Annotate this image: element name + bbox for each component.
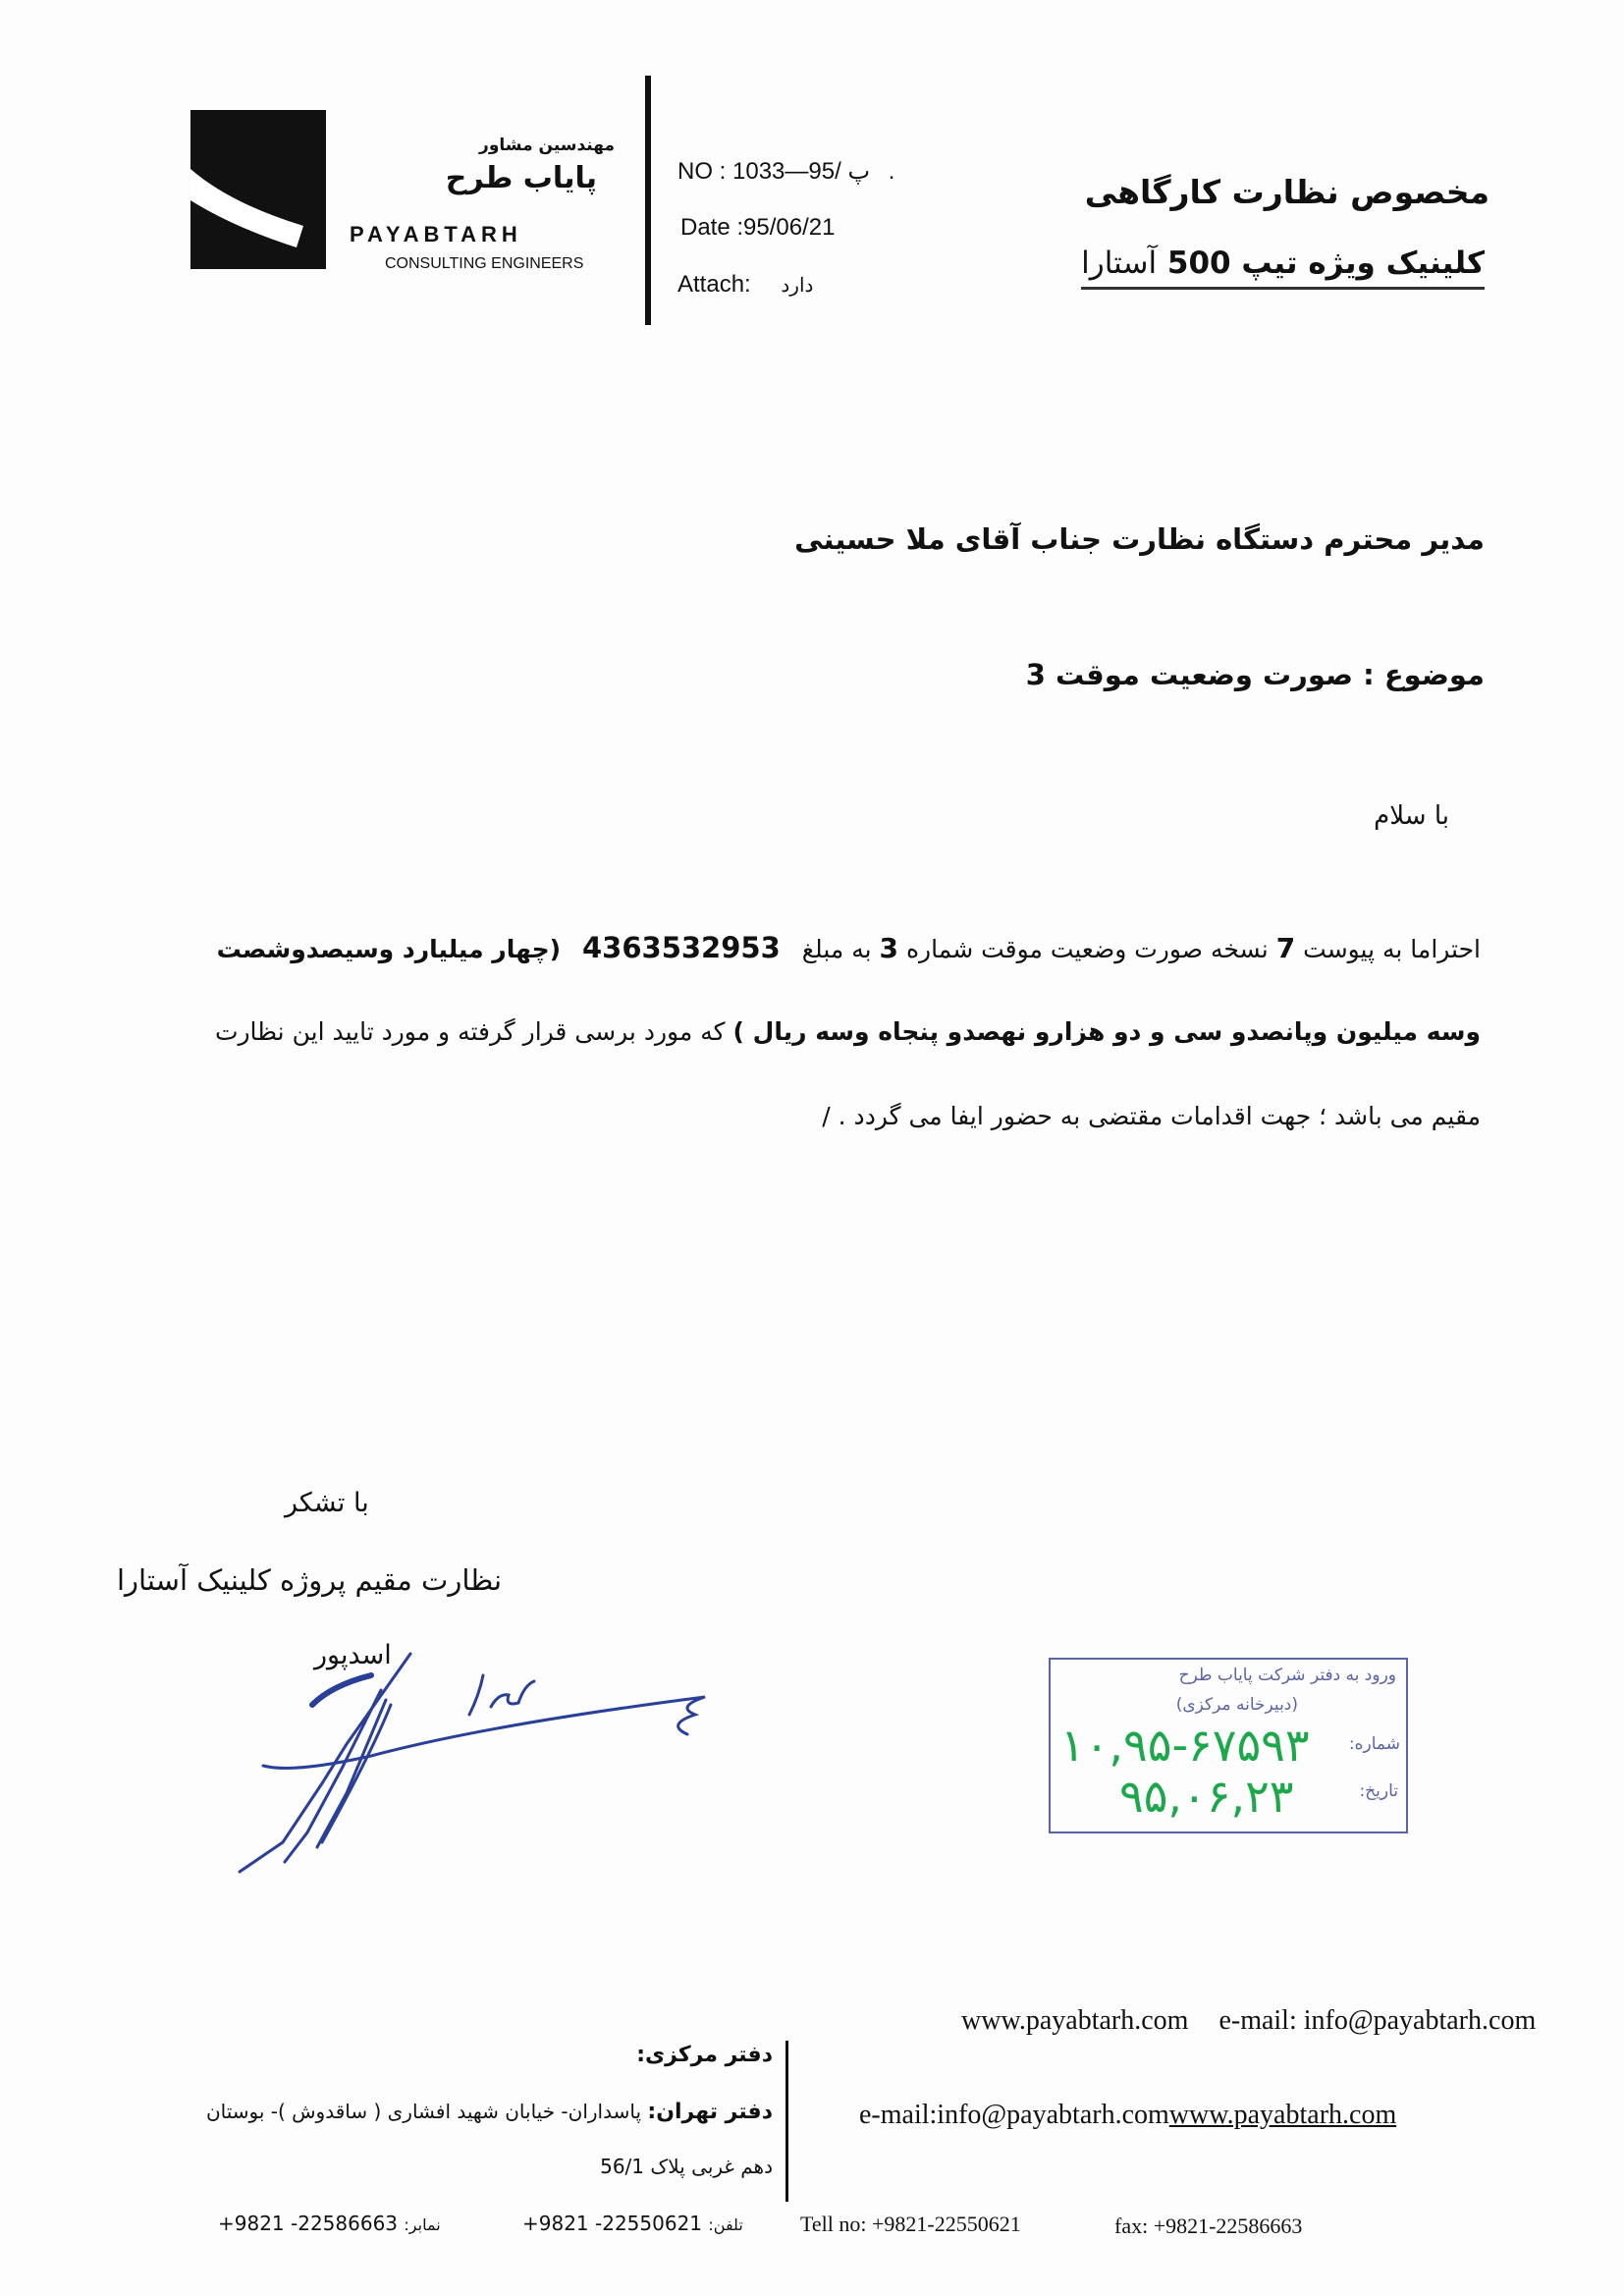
handwritten-signature <box>234 1646 744 1882</box>
footer-contact-top <box>961 2005 1536 2037</box>
header-divider <box>645 76 651 325</box>
body-line-1 <box>116 931 1481 964</box>
footer-website[interactable]: www.payabtarh.com <box>961 2005 1189 2036</box>
logo-en-subtitle: CONSULTING ENGINEERS <box>385 255 584 272</box>
letter-number-dot: . <box>888 158 895 185</box>
footer-contact-middle <box>859 2100 1396 2131</box>
letter-date <box>680 214 835 242</box>
office-address-text: پاسداران- خیابان شهید افشاری ( ساقدوش )- بوستان <box>205 2100 642 2123</box>
tel-number: +9821 -22550621 <box>522 2212 703 2235</box>
copies-count: 7 <box>1275 932 1296 964</box>
letter-attach <box>677 271 813 299</box>
fax-label: نمابر: <box>404 2215 441 2234</box>
body-text: احتراما به پیوست <box>1303 935 1481 963</box>
letter-attach-label: Attach: <box>677 271 751 298</box>
office-heading: دفتر مرکزی: <box>636 2043 773 2067</box>
closing: با تشکر <box>285 1488 369 1518</box>
letter-attach-value: دارد <box>781 275 814 297</box>
logo-fa-subtitle: مهندسین مشاور <box>479 136 615 155</box>
document-title: مخصوص نظارت کارگاهی <box>1084 173 1489 211</box>
body-line-3: مقیم می باشد ؛ جهت اقدامات مقتضی به حضور ایفا می گردد . / <box>822 1102 1481 1130</box>
subject: موضوع : صورت وضعیت موقت 3 <box>1025 658 1485 691</box>
office-address-2: دهم غربی پلاک 56/1 <box>600 2155 773 2178</box>
stamp-line-1: ورود به دفتر شرکت پایاب طرح <box>1178 1666 1396 1685</box>
tel-label: تلفن: <box>708 2215 743 2234</box>
footer-tel-fa <box>522 2212 743 2235</box>
body-text: به مبلغ <box>801 935 872 963</box>
footer-fax-en: fax: +9821-22586663 <box>1114 2214 1303 2238</box>
amount: 4363532953 <box>581 931 781 964</box>
footer-email-2[interactable]: e-mail:info@payabtarh.com <box>859 2100 1169 2130</box>
letter-date-value: :95/06/21 <box>736 214 836 241</box>
footer-tel-en: Tell no: +9821-22550621 <box>800 2212 1021 2236</box>
footer-divider <box>785 2041 788 2202</box>
body-line-2 <box>215 1017 1481 1046</box>
statement-number: 3 <box>879 932 898 964</box>
project-subtitle <box>1081 246 1485 290</box>
footer-website-2[interactable]: www.payabtarh.com <box>1168 2100 1397 2130</box>
letter-number-value: پ /95—1033 <box>732 158 871 185</box>
stamp-date-label: تاریخ: <box>1359 1781 1398 1801</box>
stamp-date-value: ۹۵,۰۶,۲۳ <box>1119 1770 1294 1823</box>
project-subtitle-pre: کلینیک ویژه تیپ <box>1241 246 1485 281</box>
project-subtitle-num: 500 <box>1166 246 1231 281</box>
letter-date-label: Date <box>680 214 731 241</box>
footer-fax-fa <box>218 2212 441 2235</box>
received-stamp <box>1049 1658 1408 1833</box>
letter-number-label: NO : <box>677 158 727 185</box>
company-logo <box>190 110 623 277</box>
recipient: مدیر محترم دستگاه نظارت جناب آقای ملا حسینی <box>794 522 1485 556</box>
body-text: که مورد برسی قرار گرفته و مورد تایید این نظارت <box>214 1017 726 1046</box>
amount-words: (چهار میلیارد وسیصدوشصت <box>216 935 562 963</box>
logo-mark-icon <box>190 110 326 269</box>
project-subtitle-post: آستارا <box>1081 246 1158 281</box>
signatory-title: نظارت مقیم پروژه کلینیک آستارا <box>117 1563 503 1597</box>
signatory-name: اسدپور <box>314 1640 392 1670</box>
stamp-number-label: شماره: <box>1348 1734 1400 1754</box>
body-text: نسخه صورت وضعیت موقت شماره <box>905 935 1269 963</box>
footer-email[interactable]: e-mail: info@payabtarh.com <box>1218 2005 1537 2036</box>
amount-words: وسه میلیون وپانصدو سی و دو هزارو نهصدو پنجاه وسه ریال ) <box>732 1017 1481 1046</box>
greeting: با سلام <box>1374 801 1449 831</box>
logo-fa-name: پایاب طرح <box>445 161 597 195</box>
office-address <box>206 2100 773 2124</box>
stamp-line-2: (دبیرخانه مرکزی) <box>1175 1695 1298 1715</box>
stamp-number-value: ۱۰,۹۵-۶۷۵۹۳ <box>1060 1719 1310 1772</box>
letter-number <box>677 157 894 186</box>
logo-en-name: PAYABTARH <box>350 222 522 246</box>
office-label: دفتر تهران: <box>647 2100 773 2124</box>
fax-number: +9821 -22586663 <box>218 2212 399 2235</box>
